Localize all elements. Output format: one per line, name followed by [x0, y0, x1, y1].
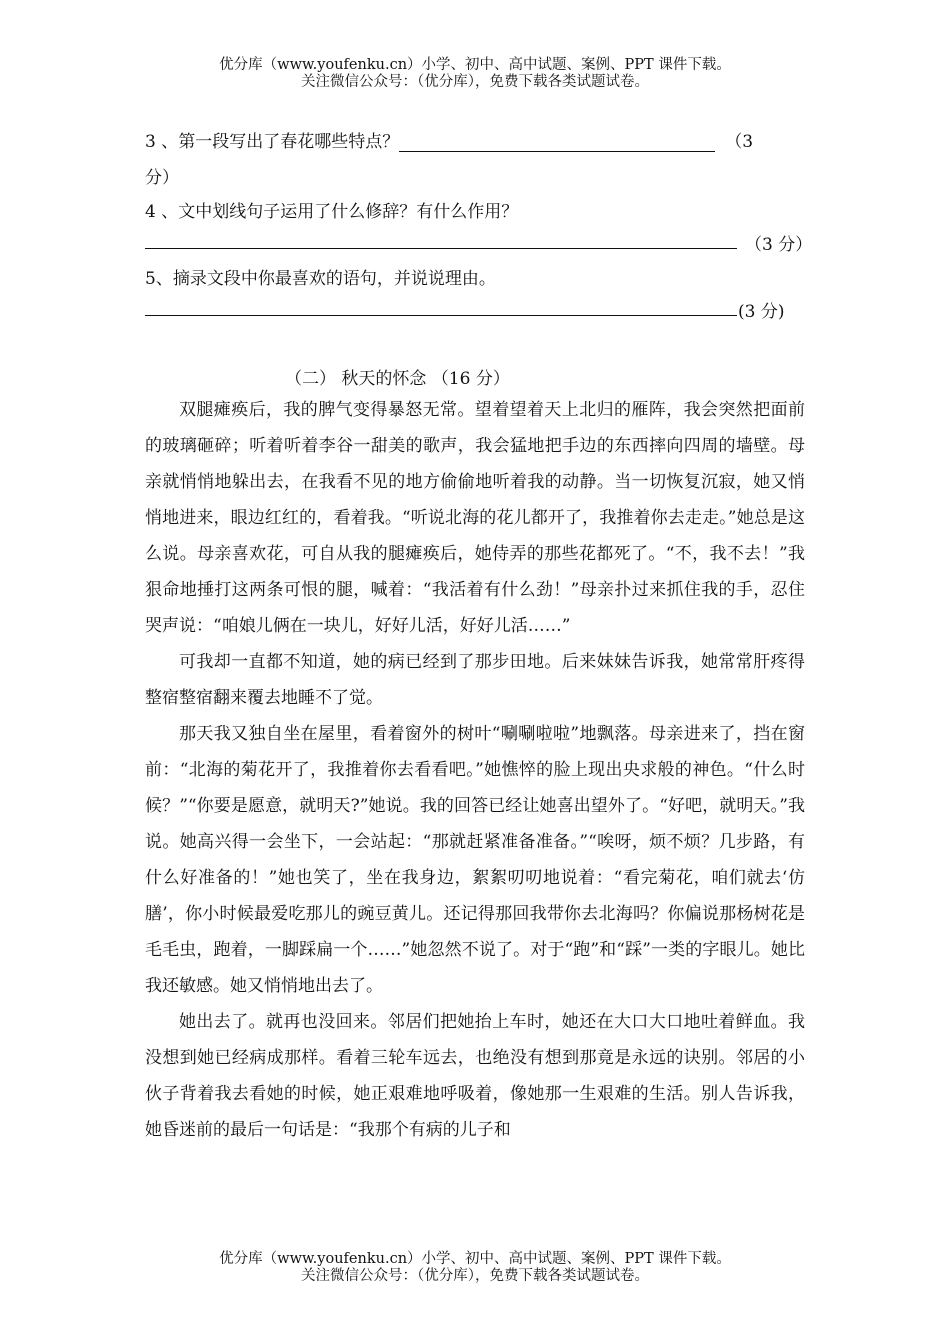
question-5-answer-line[interactable]	[145, 315, 737, 316]
page-header	[0, 57, 950, 91]
question-3	[145, 127, 753, 152]
question-3-score: （3	[725, 132, 754, 152]
reading-passage	[145, 392, 805, 1148]
question-4-text: 4 、文中划线句子运用了什么修辞？有什么作用？	[145, 202, 519, 222]
question-3-score-cont: 分）	[145, 168, 179, 188]
passage-paragraph-3: 那天我又独自坐在屋里，看着窗外的树叶“唰唰啦啦”地飘落。母亲进来了，挡在窗前：“北海的菊花开了，我推着你去看看吧。”她憔悴的脸上现出央求般的神色。“什么时候？”“你要是愿意，就明天?”她说。我的回答已经让她喜出望外了。“好吧，就明天。”我说。她高兴得一会坐下，一会站起：“那就赶紧准备准备。”“唉呀，烦不烦？几步路，有什么好准备的！”她也笑了，坐在我身边，絮絮叨叨地说着：“看完菊花，咱们就去‘仿膳’，你小时候最爱吃那儿的豌豆黄儿。还记得那回我带你去北海吗？你偏说那杨树花是毛毛虫，跑着，一脚踩扁一个……”她忽然不说了。对于“跑”和“踩”一类的字眼儿。她比我还敏感。她又悄悄地出去了。	[145, 724, 805, 996]
question-4-answer-line[interactable]	[145, 248, 737, 249]
footer-line-2: 关注微信公众号：（优分库），免费下载各类试题试卷。	[301, 1268, 649, 1284]
question-5-score: (3 分)	[738, 302, 785, 322]
passage-paragraph-1: 双腿瘫痪后，我的脾气变得暴怒无常。望着望着天上北归的雁阵，我会突然把面前的玻璃砸碎；听着听着李谷一甜美的歌声，我会猛地把手边的东西摔向四周的墙壁。母亲就悄悄地躲出去，在我看不见的地方偷偷地听着我的动静。当一切恢复沉寂，她又悄悄地进来，眼边红红的，看着我。“听说北海的花儿都开了，我推着你去走走。”她总是这么说。母亲喜欢花，可自从我的腿瘫痪后，她侍弄的那些花都死了。“不，我不去！”我狠命地捶打这两条可恨的腿，喊着：“我活着有什么劲！”母亲扑过来抓住我的手，忍住哭声说：“咱娘儿俩在一块儿，好好儿活，好好儿活……”	[145, 400, 805, 636]
header-line-1: 优分库（www.youfenku.cn）小学、初中、高中试题、案例、PPT 课件下载。	[219, 57, 731, 73]
header-line-2: 关注微信公众号：（优分库），免费下载各类试题试卷。	[301, 74, 649, 90]
question-4-score: （3 分）	[745, 235, 813, 255]
passage-paragraph-2: 可我却一直都不知道，她的病已经到了那步田地。后来妹妹告诉我，她常常肝疼得整宿整宿翻来覆去地睡不了觉。	[145, 652, 805, 708]
section-title: （二） 秋天的怀念 （16 分）	[285, 369, 510, 389]
footer-line-1: 优分库（www.youfenku.cn）小学、初中、高中试题、案例、PPT 课件下载。	[219, 1251, 731, 1267]
passage-paragraph-4: 她出去了。就再也没回来。邻居们把她抬上车时，她还在大口大口地吐着鲜血。我没想到她已经病成那样。看着三轮车远去，也绝没有想到那竟是永远的诀别。邻居的小伙子背着我去看她的时候，她正艰难地呼吸着，像她那一生艰难的生活。别人告诉我，她昏迷前的最后一句话是：“我那个有病的儿子和	[145, 1012, 805, 1140]
question-3-answer-blank[interactable]	[399, 133, 715, 152]
page-footer	[0, 1251, 950, 1285]
question-5-text: 5、摘录文段中你最喜欢的语句，并说说理由。	[145, 269, 496, 289]
question-3-text: 3 、第一段写出了春花哪些特点？	[145, 132, 400, 152]
